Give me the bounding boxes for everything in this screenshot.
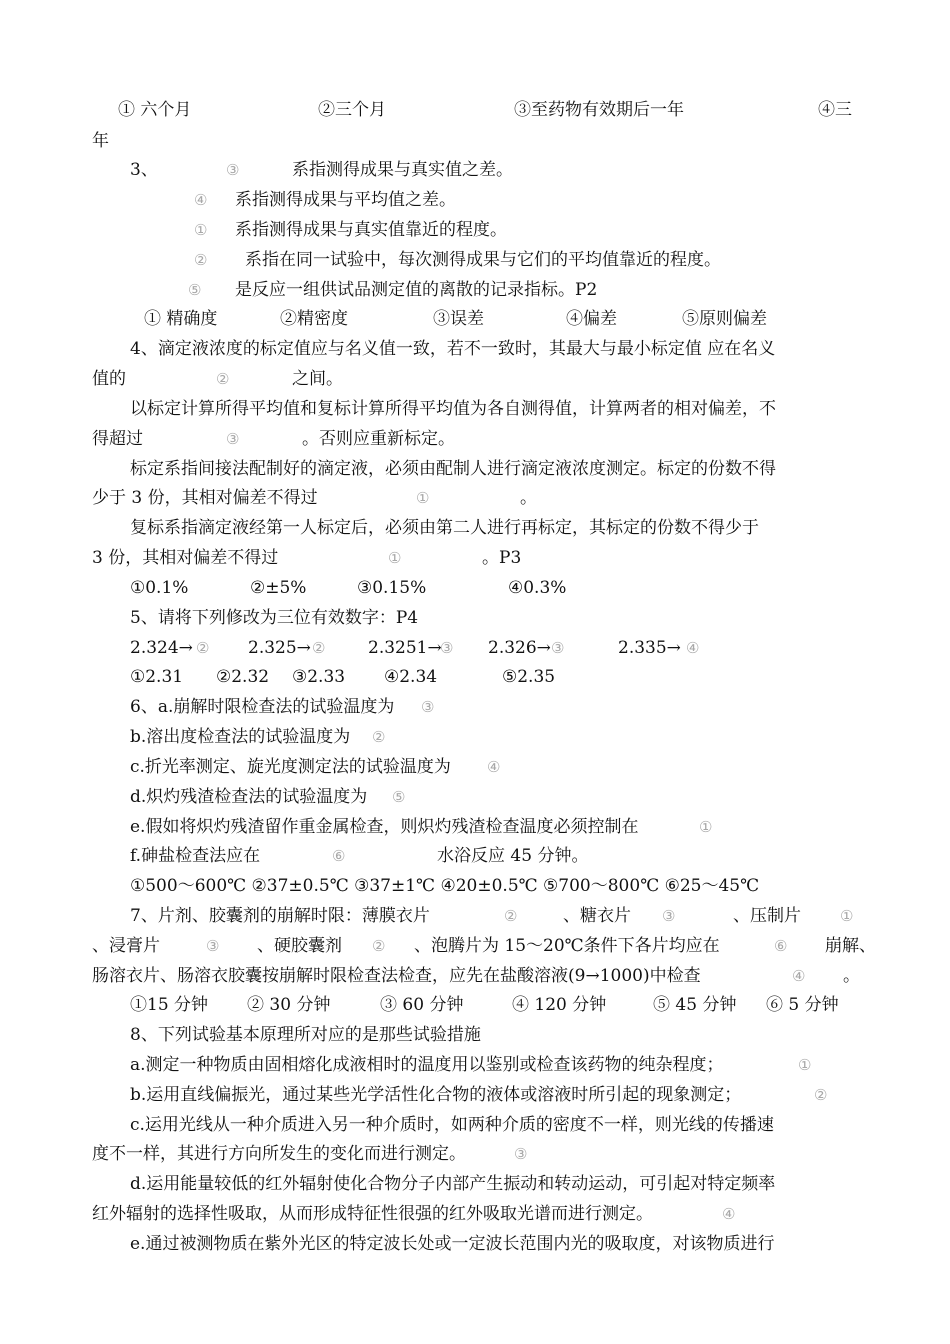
- answer-mark: ⑥: [332, 847, 346, 865]
- text-line: [0, 394, 950, 424]
- text-segment: ③0.15%: [357, 578, 427, 598]
- text-segment: ③2.33: [292, 667, 346, 687]
- text-segment: 8、下列试验基本原理所对应的是那些试验措施: [130, 1025, 481, 1045]
- text-segment: ④三: [818, 100, 852, 120]
- answer-mark: ④: [792, 967, 806, 985]
- text-line: [0, 513, 950, 543]
- text-segment: b.溶出度检查法的试验温度为: [130, 727, 351, 747]
- text-line: [0, 543, 950, 573]
- answer-mark: ②: [194, 251, 208, 269]
- text-segment: 肠溶衣片、肠溶衣胶囊按崩解时限检查法检查，应先在盐酸溶液(9→1000)中检查: [92, 966, 701, 986]
- text-segment: b.运用直线偏振光，通过某些光学活性化合物的液体或溶液时所引起的现象测定；: [130, 1085, 742, 1105]
- answer-mark: ⑤: [392, 788, 406, 806]
- text-segment: 、浸膏片: [92, 936, 160, 956]
- text-line: [0, 1050, 950, 1080]
- text-line: [0, 185, 950, 215]
- text-segment: ②三个月: [318, 100, 386, 120]
- answer-mark: ⑤: [188, 281, 202, 299]
- text-segment: ⑤ 45 分钟: [653, 995, 737, 1015]
- text-segment: 值的: [92, 369, 126, 389]
- text-segment: 、泡腾片为 15～20℃条件下各片均应在: [414, 936, 720, 956]
- answer-mark: ①: [798, 1056, 812, 1074]
- answer-mark: ②: [196, 639, 210, 657]
- text-line: [0, 334, 950, 364]
- answer-mark: ①: [416, 489, 430, 507]
- text-line: [0, 95, 950, 125]
- text-segment: a.测定一种物质由固相熔化成液相时的温度用以鉴别或检查该药物的纯杂程度；: [130, 1055, 724, 1075]
- text-line: [0, 812, 950, 842]
- answer-mark: ①: [699, 818, 713, 836]
- text-line: [0, 782, 950, 812]
- text-line: [0, 633, 950, 663]
- text-segment: 系指测得成果与平均值之差。: [235, 190, 456, 210]
- answer-mark: ②: [504, 907, 518, 925]
- text-segment: e.假如将炽灼残渣留作重金属检查，则炽灼残渣检查温度必须控制在: [130, 817, 639, 837]
- text-line: [0, 1080, 950, 1110]
- text-segment: ⑥ 5 分钟: [766, 995, 839, 1015]
- text-segment: 年: [92, 131, 109, 151]
- answer-mark: ③: [440, 639, 454, 657]
- text-segment: ① 精确度: [144, 309, 218, 329]
- text-segment: 。P3: [482, 548, 522, 568]
- text-segment: ① 六个月: [118, 100, 192, 120]
- text-segment: 6、a.崩解时限检查法的试验温度为: [130, 697, 395, 717]
- text-segment: ②±5%: [250, 578, 307, 598]
- text-segment: 复标系指滴定液经第一人标定后，必须由第二人进行再标定，其标定的份数不得少于: [130, 518, 759, 538]
- text-segment: 2.3251→: [368, 638, 442, 658]
- text-segment: 标定系指间接法配制好的滴定液，必须由配制人进行滴定液浓度测定。标定的份数不得: [130, 459, 776, 479]
- text-segment: c.折光率测定、旋光度测定法的试验温度为: [130, 757, 451, 777]
- answer-mark: ①: [388, 549, 402, 567]
- answer-mark: ①: [194, 221, 208, 239]
- answer-mark: ②: [216, 370, 230, 388]
- answer-mark: ④: [722, 1205, 736, 1223]
- text-line: [0, 1110, 950, 1140]
- text-line: [0, 931, 950, 961]
- text-line: [0, 1169, 950, 1199]
- text-segment: ② 30 分钟: [247, 995, 331, 1015]
- text-segment: ④ 120 分钟: [512, 995, 607, 1015]
- answer-mark: ④: [194, 191, 208, 209]
- text-segment: 2.335→: [618, 638, 681, 658]
- text-segment: 4、滴定液浓度的标定值应与名义值一致，若不一致时，其最大与最小标定值 应在名义: [130, 339, 776, 359]
- text-line: [0, 901, 950, 931]
- answer-mark: ④: [487, 758, 501, 776]
- text-line: [0, 752, 950, 782]
- text-segment: 崩解、: [825, 936, 876, 956]
- text-segment: 3 份，其相对偏差不得过: [92, 548, 279, 568]
- text-line: [0, 961, 950, 991]
- text-line: [0, 215, 950, 245]
- text-line: [0, 364, 950, 394]
- text-line: [0, 483, 950, 513]
- answer-mark: ③: [514, 1145, 528, 1163]
- text-line: [0, 692, 950, 722]
- answer-mark: ④: [686, 639, 700, 657]
- text-segment: 系指测得成果与真实值之差。: [292, 160, 513, 180]
- text-segment: 7、片剂、胶囊剂的崩解时限：薄膜衣片: [130, 906, 430, 926]
- text-segment: ⑤2.35: [502, 667, 556, 687]
- text-segment: 。: [843, 966, 860, 986]
- answer-mark: ②: [312, 639, 326, 657]
- text-line: [0, 1020, 950, 1050]
- text-line: [0, 155, 950, 185]
- text-line: [0, 1199, 950, 1229]
- text-segment: 。: [520, 488, 537, 508]
- answer-mark: ③: [551, 639, 565, 657]
- text-line: [0, 424, 950, 454]
- text-segment: 、糖衣片: [563, 906, 631, 926]
- text-segment: 2.325→: [248, 638, 311, 658]
- answer-mark: ③: [421, 698, 435, 716]
- text-segment: 2.326→: [488, 638, 551, 658]
- text-segment: ①0.1%: [130, 578, 189, 598]
- text-segment: 之间。: [292, 369, 343, 389]
- text-segment: c.运用光线从一种介质进入另一种介质时，如两种介质的密度不一样，则光线的传播速: [130, 1115, 774, 1135]
- text-line: [0, 990, 950, 1020]
- text-segment: d.运用能量较低的红外辐射使化合物分子内部产生振动和转动运动，可引起对特定频率: [130, 1174, 776, 1194]
- text-line: [0, 126, 950, 156]
- text-line: [0, 871, 950, 901]
- text-segment: ①500～600℃ ②37±0.5℃ ③37±1℃ ④20±0.5℃ ⑤700～800℃ ⑥25～45℃: [130, 876, 760, 896]
- text-segment: ④2.34: [384, 667, 438, 687]
- answer-mark: ③: [206, 937, 220, 955]
- text-segment: 得超过: [92, 429, 143, 449]
- answer-mark: ①: [840, 907, 854, 925]
- text-segment: ③至药物有效期后一年: [514, 100, 684, 120]
- text-segment: 。否则应重新标定。: [302, 429, 455, 449]
- text-line: [0, 245, 950, 275]
- text-segment: e.通过被测物质在紫外光区的特定波长处或一定波长范围内光的吸取度，对该物质进行: [130, 1234, 775, 1254]
- text-segment: 系指在同一试验中，每次测得成果与它们的平均值靠近的程度。: [245, 250, 721, 270]
- text-segment: d.炽灼残渣检查法的试验温度为: [130, 787, 368, 807]
- text-segment: ①2.31: [130, 667, 184, 687]
- text-line: [0, 304, 950, 334]
- text-line: [0, 841, 950, 871]
- text-segment: ②精密度: [280, 309, 348, 329]
- text-segment: 度不一样，其进行方向所发生的变化而进行测定。: [92, 1144, 466, 1164]
- answer-mark: ②: [372, 728, 386, 746]
- text-segment: 水浴反应 45 分钟。: [437, 846, 589, 866]
- answer-mark: ②: [814, 1086, 828, 1104]
- text-line: [0, 1229, 950, 1259]
- text-segment: 以标定计算所得平均值和复标计算所得平均值为各自测得值，计算两者的相对偏差，不: [130, 399, 776, 419]
- text-line: [0, 454, 950, 484]
- text-segment: ④偏差: [566, 309, 617, 329]
- text-segment: 2.324→: [130, 638, 193, 658]
- text-segment: ②2.32: [216, 667, 270, 687]
- text-segment: ③ 60 分钟: [380, 995, 464, 1015]
- text-line: [0, 722, 950, 752]
- answer-mark: ③: [226, 430, 240, 448]
- text-segment: 、硬胶囊剂: [257, 936, 342, 956]
- text-segment: 5、请将下列修改为三位有效数字：P4: [130, 608, 419, 628]
- text-line: [0, 1139, 950, 1169]
- text-segment: ①15 分钟: [130, 995, 209, 1015]
- text-segment: 少于 3 份，其相对偏差不得过: [92, 488, 318, 508]
- text-segment: 系指测得成果与真实值靠近的程度。: [235, 220, 507, 240]
- text-segment: 红外辐射的选择性吸取，从而形成特征性很强的红外吸取光谱而进行测定。: [92, 1204, 653, 1224]
- text-segment: 是反应一组供试品测定值的离散的记录指标。P2: [235, 280, 598, 300]
- text-segment: ⑤原则偏差: [682, 309, 767, 329]
- text-line: [0, 275, 950, 305]
- answer-mark: ⑥: [774, 937, 788, 955]
- answer-mark: ③: [662, 907, 676, 925]
- text-line: [0, 573, 950, 603]
- answer-mark: ②: [372, 937, 386, 955]
- text-segment: ④0.3%: [508, 578, 567, 598]
- text-segment: ③误差: [433, 309, 484, 329]
- text-line: [0, 603, 950, 633]
- answer-mark: ③: [226, 161, 240, 179]
- text-segment: 3、: [130, 160, 158, 180]
- text-line: [0, 662, 950, 692]
- text-segment: f.砷盐检查法应在: [130, 846, 261, 866]
- text-segment: 、压制片: [733, 906, 801, 926]
